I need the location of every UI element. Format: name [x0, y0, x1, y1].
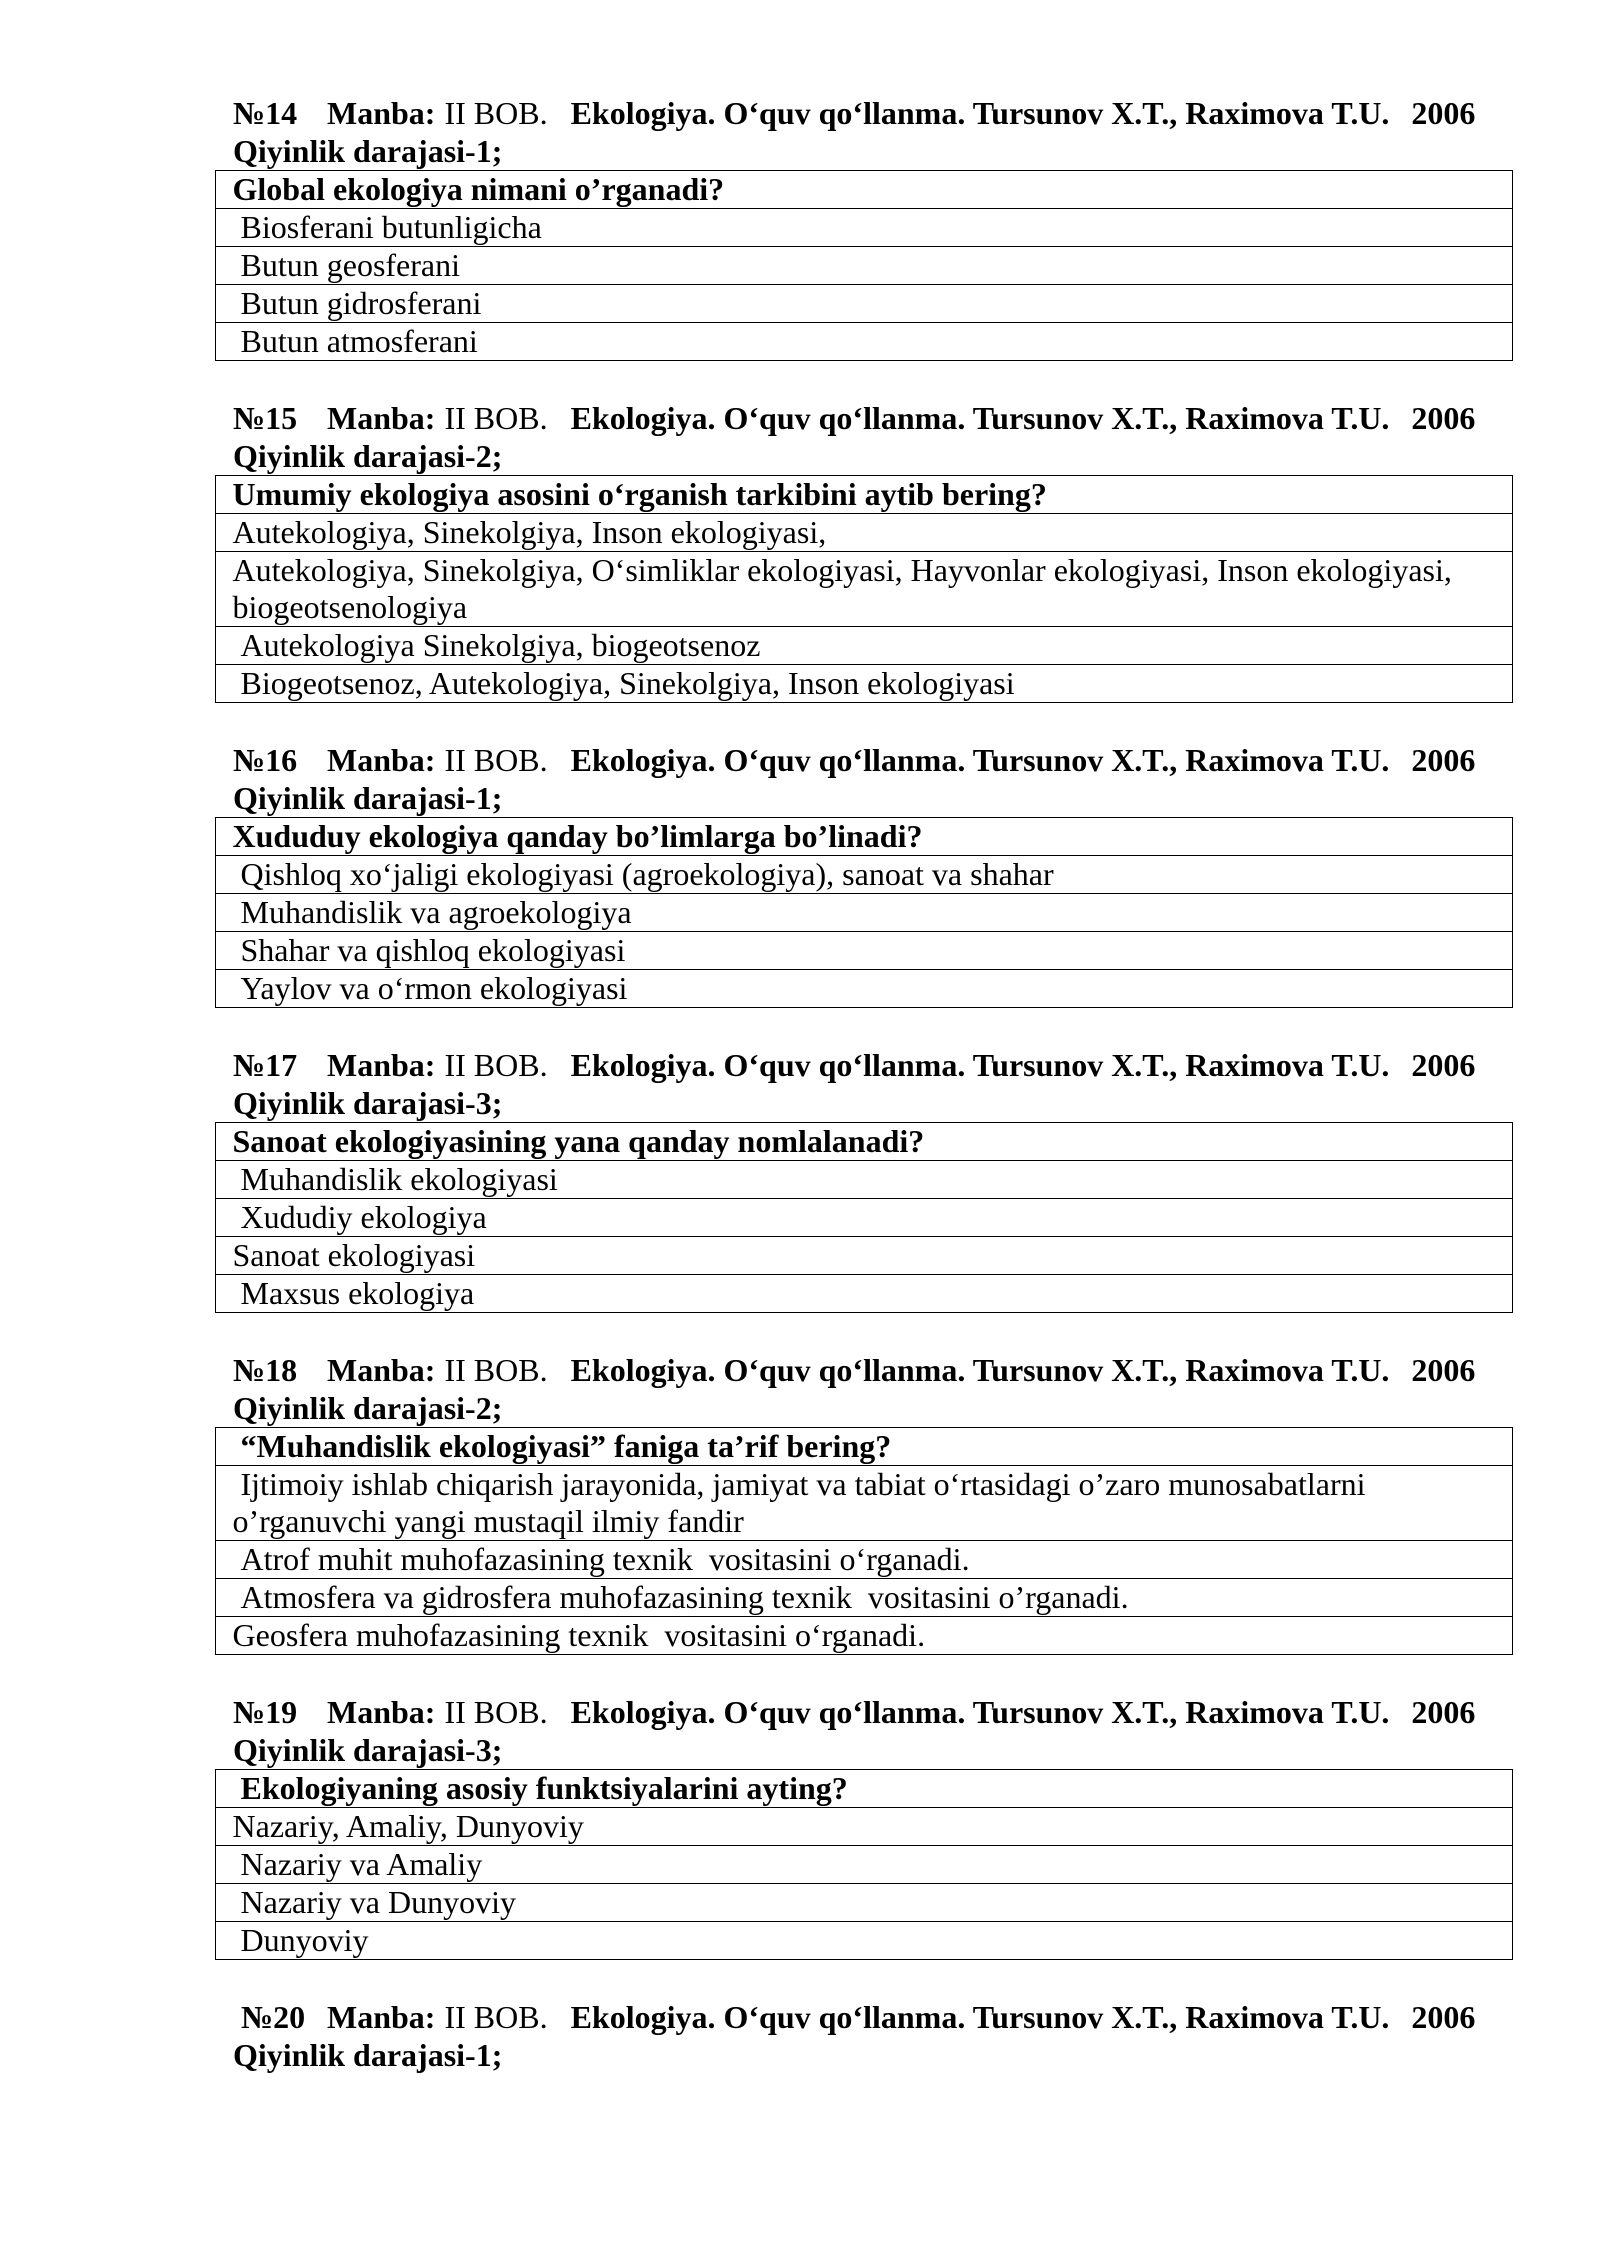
question-table — [215, 1769, 1513, 1960]
answer-option: Butun atmosferani — [216, 322, 1512, 360]
question-header — [215, 741, 1513, 779]
answer-option: Maxsus ekologiya — [216, 1274, 1512, 1312]
answer-option: Xududiy ekologiya — [216, 1198, 1512, 1236]
question-header — [215, 94, 1513, 132]
question-number: №19 — [233, 1694, 298, 1730]
source-label: Manba: — [327, 400, 436, 436]
document-page — [215, 94, 1513, 2112]
question-number: №17 — [233, 1047, 298, 1083]
question-number: №15 — [233, 400, 298, 436]
answer-option: Autekologiya, Sinekolgiya, O‘simliklar ekologiyasi, Hayvonlar ekologiyasi, Inson ekologiyasi, biogeotsenologiya — [216, 551, 1512, 626]
difficulty-level: Qiyinlik darajasi-2; — [233, 1390, 503, 1426]
source-year: 2006 — [1411, 95, 1476, 131]
question-block — [215, 1693, 1513, 1960]
question-header — [215, 1693, 1513, 1731]
question-table — [215, 1427, 1513, 1655]
source-label: Manba: — [327, 95, 436, 131]
answer-option: Biogeotsenoz, Autekologiya, Sinekolgiya, Inson ekologiyasi — [216, 664, 1512, 702]
answer-option: Muhandislik ekologiyasi — [216, 1160, 1512, 1198]
question-block — [215, 94, 1513, 361]
answer-option: Nazariy va Amaliy — [216, 1845, 1512, 1883]
difficulty-level: Qiyinlik darajasi-1; — [233, 2037, 503, 2073]
source-chapter: II BOB. — [444, 742, 548, 778]
source-book: Ekologiya. O‘quv qo‘llanma. Tursunov X.T., Raximova T.U. — [570, 742, 1390, 778]
answer-option: Nazariy, Amaliy, Dunyoviy — [216, 1807, 1512, 1845]
question-table — [215, 475, 1513, 703]
source-chapter: II BOB. — [444, 400, 548, 436]
answer-option: Dunyoviy — [216, 1921, 1512, 1959]
source-chapter: II BOB. — [444, 95, 548, 131]
source-book: Ekologiya. O‘quv qo‘llanma. Tursunov X.T., Raximova T.U. — [570, 1047, 1390, 1083]
question-header — [215, 1998, 1513, 2036]
source-year: 2006 — [1411, 1999, 1476, 2035]
question-block — [215, 399, 1513, 703]
source-chapter: II BOB. — [444, 1999, 548, 2035]
answer-option: Muhandislik va agroekologiya — [216, 893, 1512, 931]
source-book: Ekologiya. O‘quv qo‘llanma. Tursunov X.T., Raximova T.U. — [570, 1694, 1390, 1730]
source-book: Ekologiya. O‘quv qo‘llanma. Tursunov X.T., Raximova T.U. — [570, 95, 1390, 131]
question-header — [215, 1351, 1513, 1389]
answer-option: Sanoat ekologiyasi — [216, 1236, 1512, 1274]
source-chapter: II BOB. — [444, 1352, 548, 1388]
source-label: Manba: — [327, 1999, 436, 2035]
source-year: 2006 — [1411, 1047, 1476, 1083]
question-text: Global ekologiya nimani o’rganadi? — [232, 171, 725, 207]
source-label: Manba: — [327, 1694, 436, 1730]
question-block — [215, 741, 1513, 1008]
answer-option: Geosfera muhofazasining texnik vositasini o‘rganadi. — [216, 1616, 1512, 1654]
source-book: Ekologiya. O‘quv qo‘llanma. Tursunov X.T., Raximova T.U. — [570, 1999, 1390, 2035]
question-number: №14 — [233, 95, 298, 131]
question-text: “Muhandislik ekologiyasi” faniga ta’rif bering? — [240, 1428, 892, 1464]
source-label: Manba: — [327, 1047, 436, 1083]
question-table — [215, 817, 1513, 1008]
question-block — [215, 1351, 1513, 1655]
answer-option: Autekologiya, Sinekolgiya, Inson ekologiyasi, — [216, 513, 1512, 551]
question-number: №16 — [233, 742, 298, 778]
source-chapter: II BOB. — [444, 1047, 548, 1083]
answer-option: Butun geosferani — [216, 246, 1512, 284]
answer-option: Autekologiya Sinekolgiya, biogeotsenoz — [216, 626, 1512, 664]
question-table — [215, 1122, 1513, 1313]
source-year: 2006 — [1411, 1352, 1476, 1388]
source-label: Manba: — [327, 742, 436, 778]
answer-option: Yaylov va o‘rmon ekologiyasi — [216, 969, 1512, 1007]
difficulty-level: Qiyinlik darajasi-2; — [233, 438, 503, 474]
source-book: Ekologiya. O‘quv qo‘llanma. Tursunov X.T., Raximova T.U. — [570, 1352, 1390, 1388]
question-number: №20 — [241, 1999, 306, 2035]
source-year: 2006 — [1411, 400, 1476, 436]
source-year: 2006 — [1411, 1694, 1476, 1730]
question-block — [215, 1998, 1513, 2074]
question-number: №18 — [233, 1352, 298, 1388]
difficulty-level: Qiyinlik darajasi-1; — [233, 133, 503, 169]
answer-option: Atrof muhit muhofazasining texnik vositasini o‘rganadi. — [216, 1540, 1512, 1578]
difficulty-level: Qiyinlik darajasi-3; — [233, 1732, 503, 1768]
answer-option: Ijtimoiy ishlab chiqarish jarayonida, jamiyat va tabiat o‘rtasidagi o’zaro munosabatlarni o’rganuvchi yangi mustaqil ilmiy fandir — [216, 1465, 1512, 1540]
source-book: Ekologiya. O‘quv qo‘llanma. Tursunov X.T., Raximova T.U. — [570, 400, 1390, 436]
question-text: Sanoat ekologiyasining yana qanday nomlalanadi? — [232, 1123, 925, 1159]
source-year: 2006 — [1411, 742, 1476, 778]
difficulty-level: Qiyinlik darajasi-1; — [233, 780, 503, 816]
question-table — [215, 170, 1513, 361]
difficulty-level: Qiyinlik darajasi-3; — [233, 1085, 503, 1121]
question-text: Umumiy ekologiya asosini o‘rganish tarkibini aytib bering? — [232, 476, 1047, 512]
answer-option: Butun gidrosferani — [216, 284, 1512, 322]
question-header — [215, 1046, 1513, 1084]
answer-option: Biosferani butunligicha — [216, 208, 1512, 246]
answer-option: Qishloq xo‘jaligi ekologiyasi (agroekologiya), sanoat va shahar — [216, 855, 1512, 893]
answer-option: Shahar va qishloq ekologiyasi — [216, 931, 1512, 969]
question-header — [215, 399, 1513, 437]
question-text: Ekologiyaning asosiy funktsiyalarini ayting? — [240, 1770, 848, 1806]
question-text: Xududuy ekologiya qanday bo’limlarga bo’linadi? — [232, 818, 923, 854]
question-block — [215, 1046, 1513, 1313]
source-chapter: II BOB. — [444, 1694, 548, 1730]
answer-option: Atmosfera va gidrosfera muhofazasining texnik vositasini o’rganadi. — [216, 1578, 1512, 1616]
answer-option: Nazariy va Dunyoviy — [216, 1883, 1512, 1921]
source-label: Manba: — [327, 1352, 436, 1388]
